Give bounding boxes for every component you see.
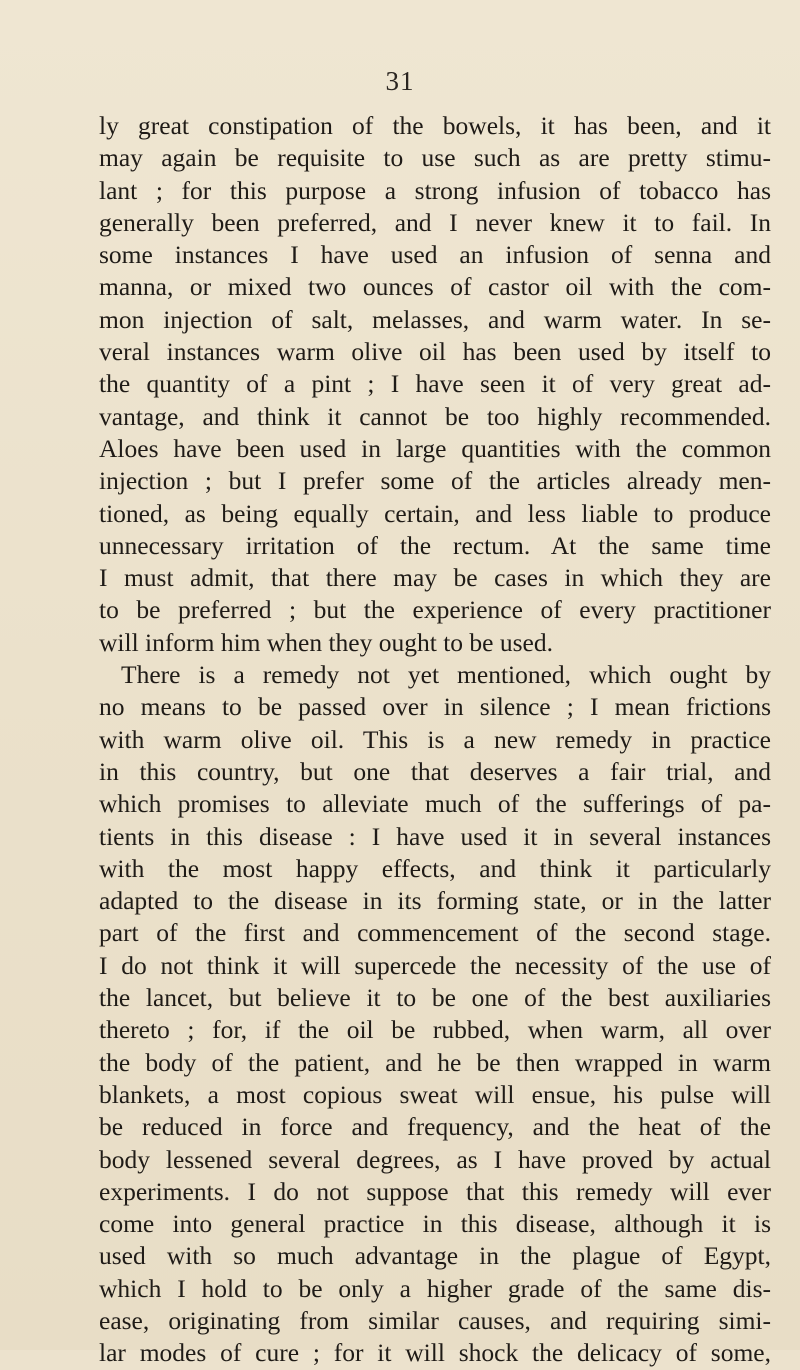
text-line: lant ; for this purpose a strong infusion of tobacco has [99,175,771,205]
text-line: with warm olive oil. This is a new remedy in practice [99,724,771,754]
text-line: generally been preferred, and I never knew it to fail. In [99,207,771,237]
text-line: part of the first and commencement of the second stage. [99,918,771,948]
text-line: used with so much advantage in the plague of Egypt, [99,1241,771,1271]
text-line: Aloes have been used in large quantities with the common [99,433,771,463]
text-line: which I hold to be only a higher grade of the same dis- [99,1273,771,1303]
body-text [99,110,771,1370]
text-line: I do not think it will supercede the necessity of the use of [99,950,771,980]
text-line: manna, or mixed two ounces of castor oil with the com- [99,272,771,302]
text-line: adapted to the disease in its forming state, or in the latter [99,886,771,916]
text-line: ly great constipation of the bowels, it has been, and it [99,111,771,140]
page-number: 31 [385,66,415,96]
text-line: will inform him when they ought to be used. [99,627,553,657]
text-line: lar modes of cure ; for it will shock the delicacy of some, [99,1338,771,1368]
text-line: body lessened several degrees, as I have proved by actual [99,1144,771,1174]
text-line: tients in this disease : I have used it in several instances [99,821,771,851]
text-line: injection ; but I prefer some of the articles already men- [99,466,771,496]
text-line: some instances I have used an infusion of senna and [99,240,771,270]
text-line: the body of the patient, and he be then wrapped in warm [99,1047,771,1077]
text-line: I must admit, that there may be cases in which they are [99,563,771,593]
text-line: There is a remedy not yet mentioned, which ought by [121,660,771,690]
text-line: veral instances warm olive oil has been used by itself to [99,337,771,367]
text-line: the quantity of a pint ; I have seen it of very great ad- [99,369,771,399]
text-line: the lancet, but believe it to be one of the best auxiliaries [99,983,771,1013]
text-line: mon injection of salt, melasses, and warm water. In se- [99,304,771,334]
text-line: ease, originating from similar causes, and requiring simi- [99,1305,771,1335]
text-line: thereto ; for, if the oil be rubbed, when warm, all over [99,1015,771,1045]
text-line: be reduced in force and frequency, and the heat of the [99,1112,771,1142]
text-line: tioned, as being equally certain, and less liable to produce [99,498,771,528]
text-line: with the most happy effects, and think it particularly [99,853,771,883]
text-line: unnecessary irritation of the rectum. At the same time [99,530,771,560]
text-line: in this country, but one that deserves a fair trial, and [99,756,771,786]
text-line: come into general practice in this disease, although it is [99,1209,771,1239]
text-line: vantage, and think it cannot be too highly recommended. [99,401,771,431]
text-line: no means to be passed over in silence ; I mean frictions [99,692,771,722]
text-line: blankets, a most copious sweat will ensue, his pulse will [99,1079,771,1109]
text-line: may again be requisite to use such as are pretty stimu- [99,143,771,173]
text-line: experiments. I do not suppose that this remedy will ever [99,1176,771,1206]
text-line: to be preferred ; but the experience of every practitioner [99,595,771,625]
text-line: which promises to alleviate much of the sufferings of pa- [99,789,771,819]
